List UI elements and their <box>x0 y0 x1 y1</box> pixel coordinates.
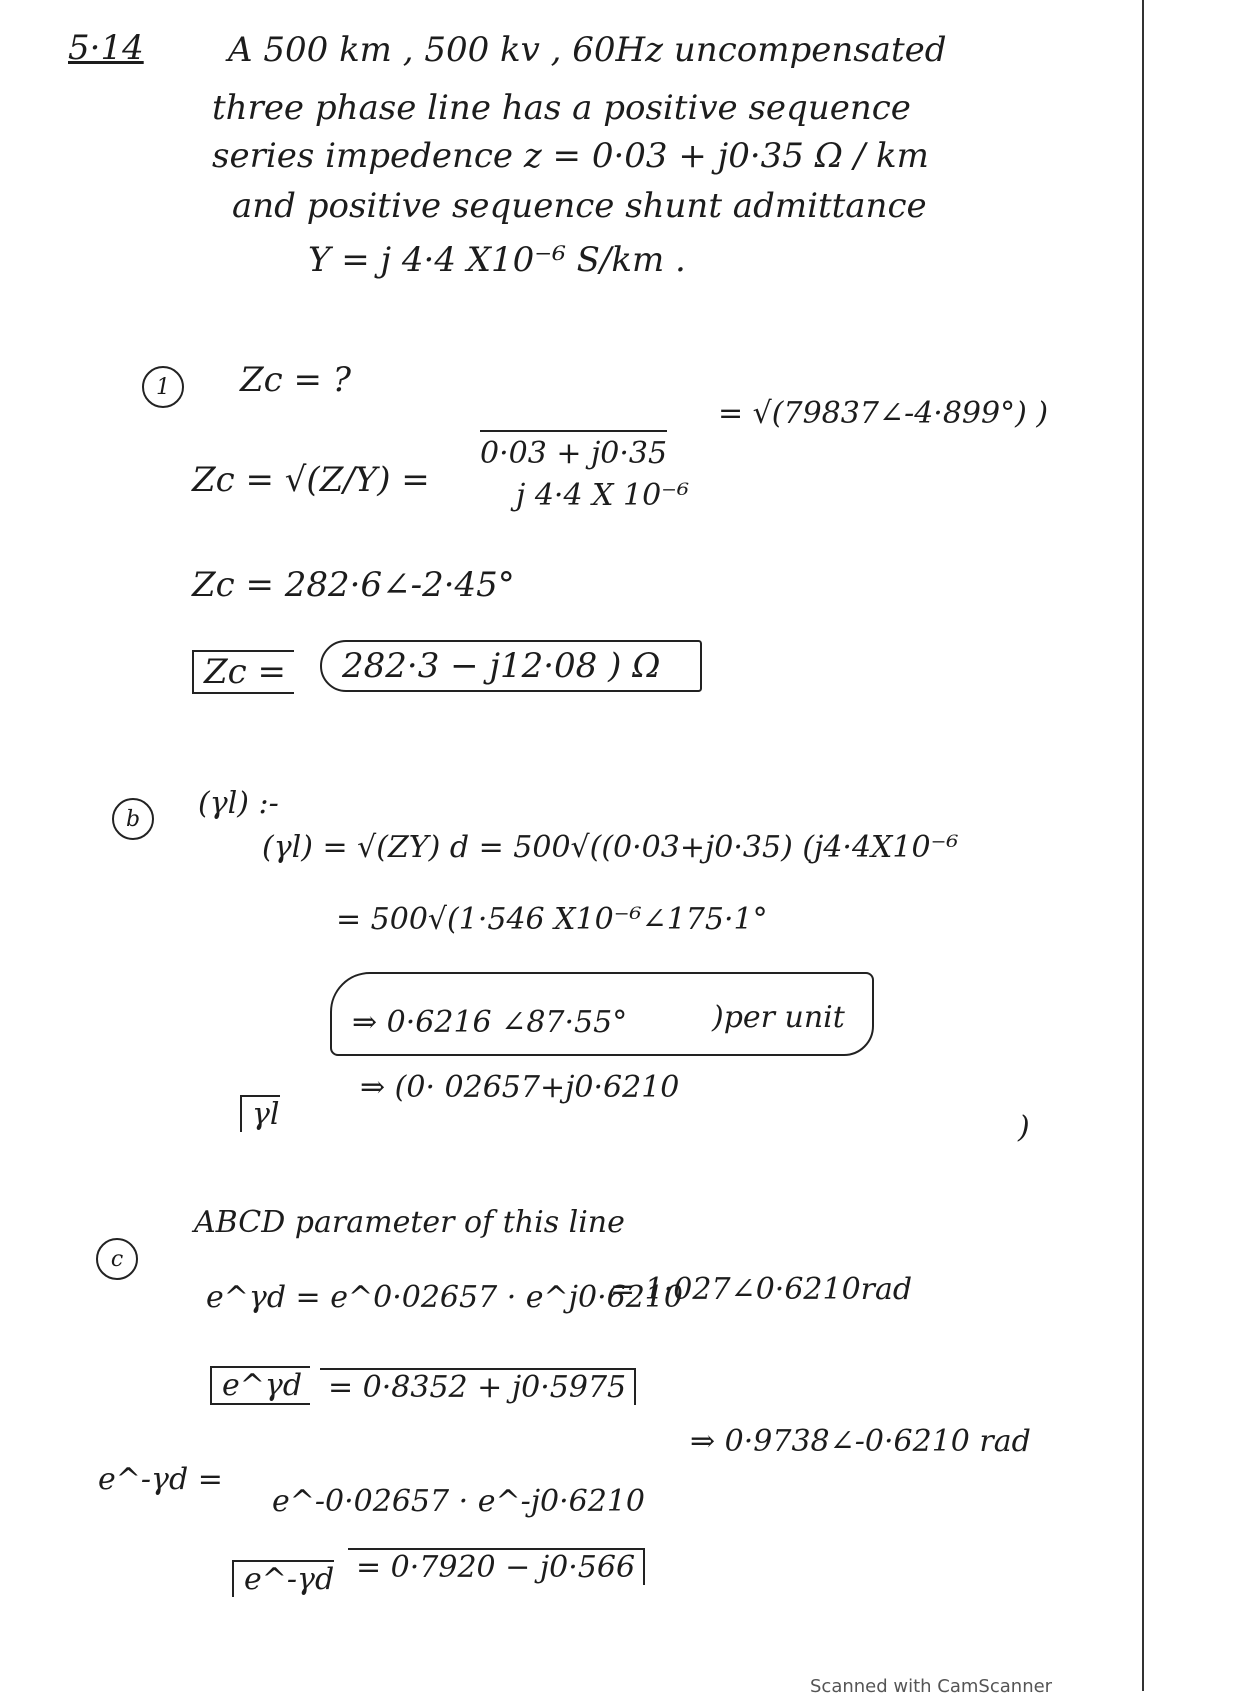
part-c-line-1-rhs: = 1·027∠0·6210rad <box>610 1272 913 1307</box>
part-c-line-2-mid: e^-0·02657 · e^-j0·6210 <box>272 1484 645 1519</box>
part-a-fraction-denominator: j 4·4 X 10⁻⁶ <box>516 478 690 513</box>
part-c-answer-2-label: e^-γd <box>232 1560 334 1597</box>
part-c-line-2-rhs: ⇒ 0·9738∠-0·6210 rad <box>690 1424 1031 1459</box>
part-b-answer-label: γl <box>240 1095 280 1132</box>
page-edge-divider <box>1142 0 1144 1691</box>
part-b-line-2: = 500√(1·546 X10⁻⁶∠175·1° <box>336 902 768 937</box>
part-a-step1-rhs: = √(79837∠-4·899°) ) <box>718 396 1049 431</box>
part-a-answer-label: Zc = <box>192 650 294 694</box>
part-c-marker: c <box>96 1238 138 1280</box>
part-b-answer-value: ⇒ (0· 02657+j0·6210 <box>360 1070 680 1105</box>
scanner-watermark: Scanned with CamScanner <box>810 1676 1053 1697</box>
part-b-heading: (γl) :- <box>198 786 279 821</box>
part-c-line-1-lhs: e^γd = e^0·02657 · e^j0·6210 <box>206 1280 683 1315</box>
part-a-question: Zc = ? <box>240 360 351 400</box>
part-a-answer-value: 282·3 − j12·08 ) Ω <box>320 640 702 692</box>
part-a-step2: Zc = 282·6∠-2·45° <box>192 565 515 605</box>
part-b-marker: b <box>112 798 154 840</box>
part-c-answer-2-value: = 0·7920 − j0·566 <box>348 1548 645 1585</box>
part-c-answer-1-value: = 0·8352 + j0·5975 <box>320 1368 636 1405</box>
problem-line-2: three phase line has a positive sequence <box>212 88 911 128</box>
problem-line-3: series impedence z = 0·03 + j0·35 Ω / km <box>212 136 929 176</box>
problem-line-5: Y = j 4·4 X10⁻⁶ S/km . <box>308 240 686 280</box>
part-a-marker: 1 <box>142 366 184 408</box>
part-b-line-3: ⇒ 0·6216 ∠87·55° <box>352 1005 628 1040</box>
part-a-step1-lhs: Zc = √(Z/Y) = <box>192 460 430 500</box>
problem-line-1: A 500 km , 500 kv , 60Hz uncompensated <box>228 30 947 70</box>
part-b-line-1: (γl) = √(ZY) d = 500√((0·03+j0·35) (j4·4X10⁻⁶ <box>262 830 959 865</box>
part-c-heading: ABCD parameter of this line <box>194 1205 625 1240</box>
problem-line-4: and positive sequence shunt admittance <box>232 186 927 226</box>
part-c-answer-1-label: e^γd <box>210 1366 310 1405</box>
part-c-line-2-lhs: e^-γd = <box>98 1462 223 1497</box>
problem-number: 5·14 <box>68 28 144 68</box>
part-a-fraction-numerator: 0·03 + j0·35 <box>480 430 667 471</box>
part-b-line-3-suffix: )per unit <box>712 1000 845 1035</box>
part-b-answer-close: ) <box>1018 1110 1030 1145</box>
